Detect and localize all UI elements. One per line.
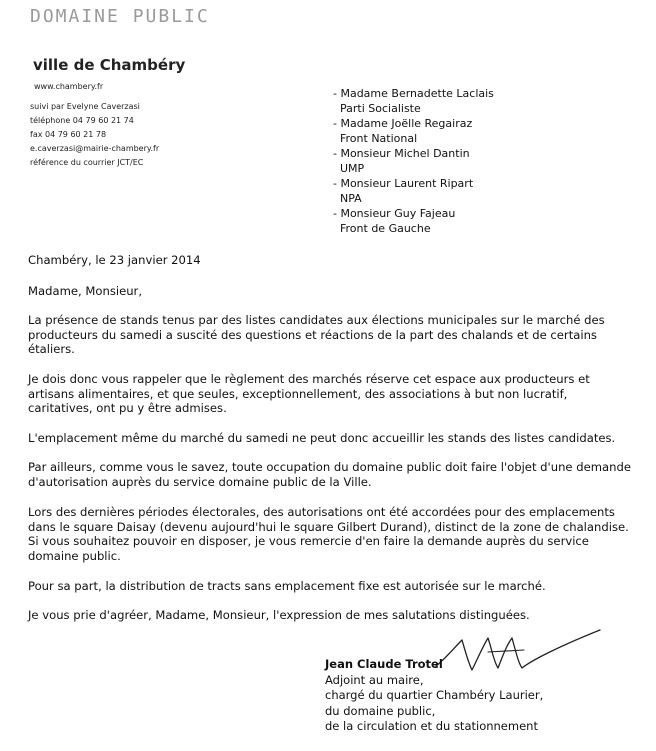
signatory-title-line: Adjoint au maire, — [325, 672, 424, 687]
sender-followed-by: suivi par Evelyne Caverzasi — [30, 102, 140, 111]
recipient-name: - Monsieur Michel Dantin — [333, 147, 470, 160]
paragraph-line: dans le square Daisay (devenu aujourd'hui le square Gilbert Durand), distinct de la zone de chalandise. — [28, 519, 629, 534]
sender-email: e.caverzasi@mairie-chambery.fr — [30, 144, 160, 153]
sender-website: www.chambery.fr — [34, 82, 104, 91]
signatory-title-line: de la circulation et du stationnement — [325, 719, 538, 733]
paragraph-line: artisans alimentaires, et que seules, exceptionnellement, des associations à but non lucratif, — [28, 386, 568, 401]
document-header-title: DOMAINE PUBLIC — [30, 6, 210, 27]
recipient-name: - Monsieur Laurent Ripart — [333, 177, 474, 190]
paragraph-3 — [28, 431, 615, 446]
paragraph-line: d'autorisation auprès du service domaine public de la Ville. — [28, 474, 372, 489]
paragraph-line: producteurs du samedi a suscité des questions et réactions de la part des chalands et de certains — [28, 327, 597, 342]
recipient-name: - Monsieur Guy Fajeau — [333, 207, 456, 220]
paragraph-7 — [28, 608, 530, 623]
recipient-party: Front National — [340, 132, 418, 145]
paragraph-line: étaliers. — [28, 342, 75, 356]
paragraph-line: La présence de stands tenus par des listes candidates aux élections municipales sur le marché des — [28, 313, 605, 327]
paragraph-line: Lors des dernières périodes électorales, des autorisations ont été accordées pour des emplacements — [28, 505, 615, 519]
recipient-name: - Madame Joëlle Regairaz — [333, 117, 473, 130]
recipient-party: Parti Socialiste — [340, 102, 421, 115]
paragraph-5 — [28, 505, 629, 563]
paragraph-6 — [28, 579, 546, 594]
letter-salutation: Madame, Monsieur, — [28, 284, 143, 298]
paragraph-line: Si vous souhaitez pouvoir en disposer, je vous remercie d'en faire la demande auprès du service — [28, 534, 589, 548]
signatory-title-line: du domaine public, — [325, 703, 436, 718]
letter-date: Chambéry, le 23 janvier 2014 — [28, 253, 201, 267]
paragraph-2 — [28, 372, 590, 416]
paragraph-line: L'emplacement même du marché du samedi ne peut donc accueillir les stands des listes candidates. — [28, 431, 616, 445]
paragraph-line: Pour sa part, la distribution de tracts sans emplacement fixe est autorisée sur le marché. — [28, 579, 546, 593]
recipients-block — [333, 86, 494, 236]
sender-phone: téléphone 04 79 60 21 74 — [30, 116, 134, 125]
paragraph-line: domaine public. — [28, 548, 121, 563]
sender-reference: référence du courrier JCT/EC — [30, 158, 144, 167]
paragraph-1 — [28, 313, 605, 357]
recipient-name: - Madame Bernadette Laclais — [333, 87, 494, 100]
paragraph-4 — [28, 460, 631, 489]
signature-block — [325, 657, 543, 735]
recipient-party: Front de Gauche — [340, 222, 431, 235]
paragraph-line: Par ailleurs, comme vous le savez, toute occupation du domaine public doit faire l'objet d'une demande — [28, 460, 631, 474]
recipient-party: UMP — [340, 162, 365, 175]
signatory-title-line: chargé du quartier Chambéry Laurier, — [325, 688, 544, 702]
sender-fax: fax 04 79 60 21 78 — [30, 130, 107, 139]
paragraph-line: Je vous prie d'agréer, Madame, Monsieur, l'expression de mes salutations distinguées. — [28, 608, 530, 622]
paragraph-line: Je dois donc vous rappeler que le règlement des marchés réserve cet espace aux producteurs et — [28, 372, 590, 386]
signatory-name: Jean Claude Trotel — [325, 657, 443, 671]
sender-city: ville de Chambéry — [33, 56, 186, 74]
paragraph-line: caritatives, ont pu y être admises. — [28, 401, 227, 415]
recipient-party: NPA — [340, 192, 362, 205]
